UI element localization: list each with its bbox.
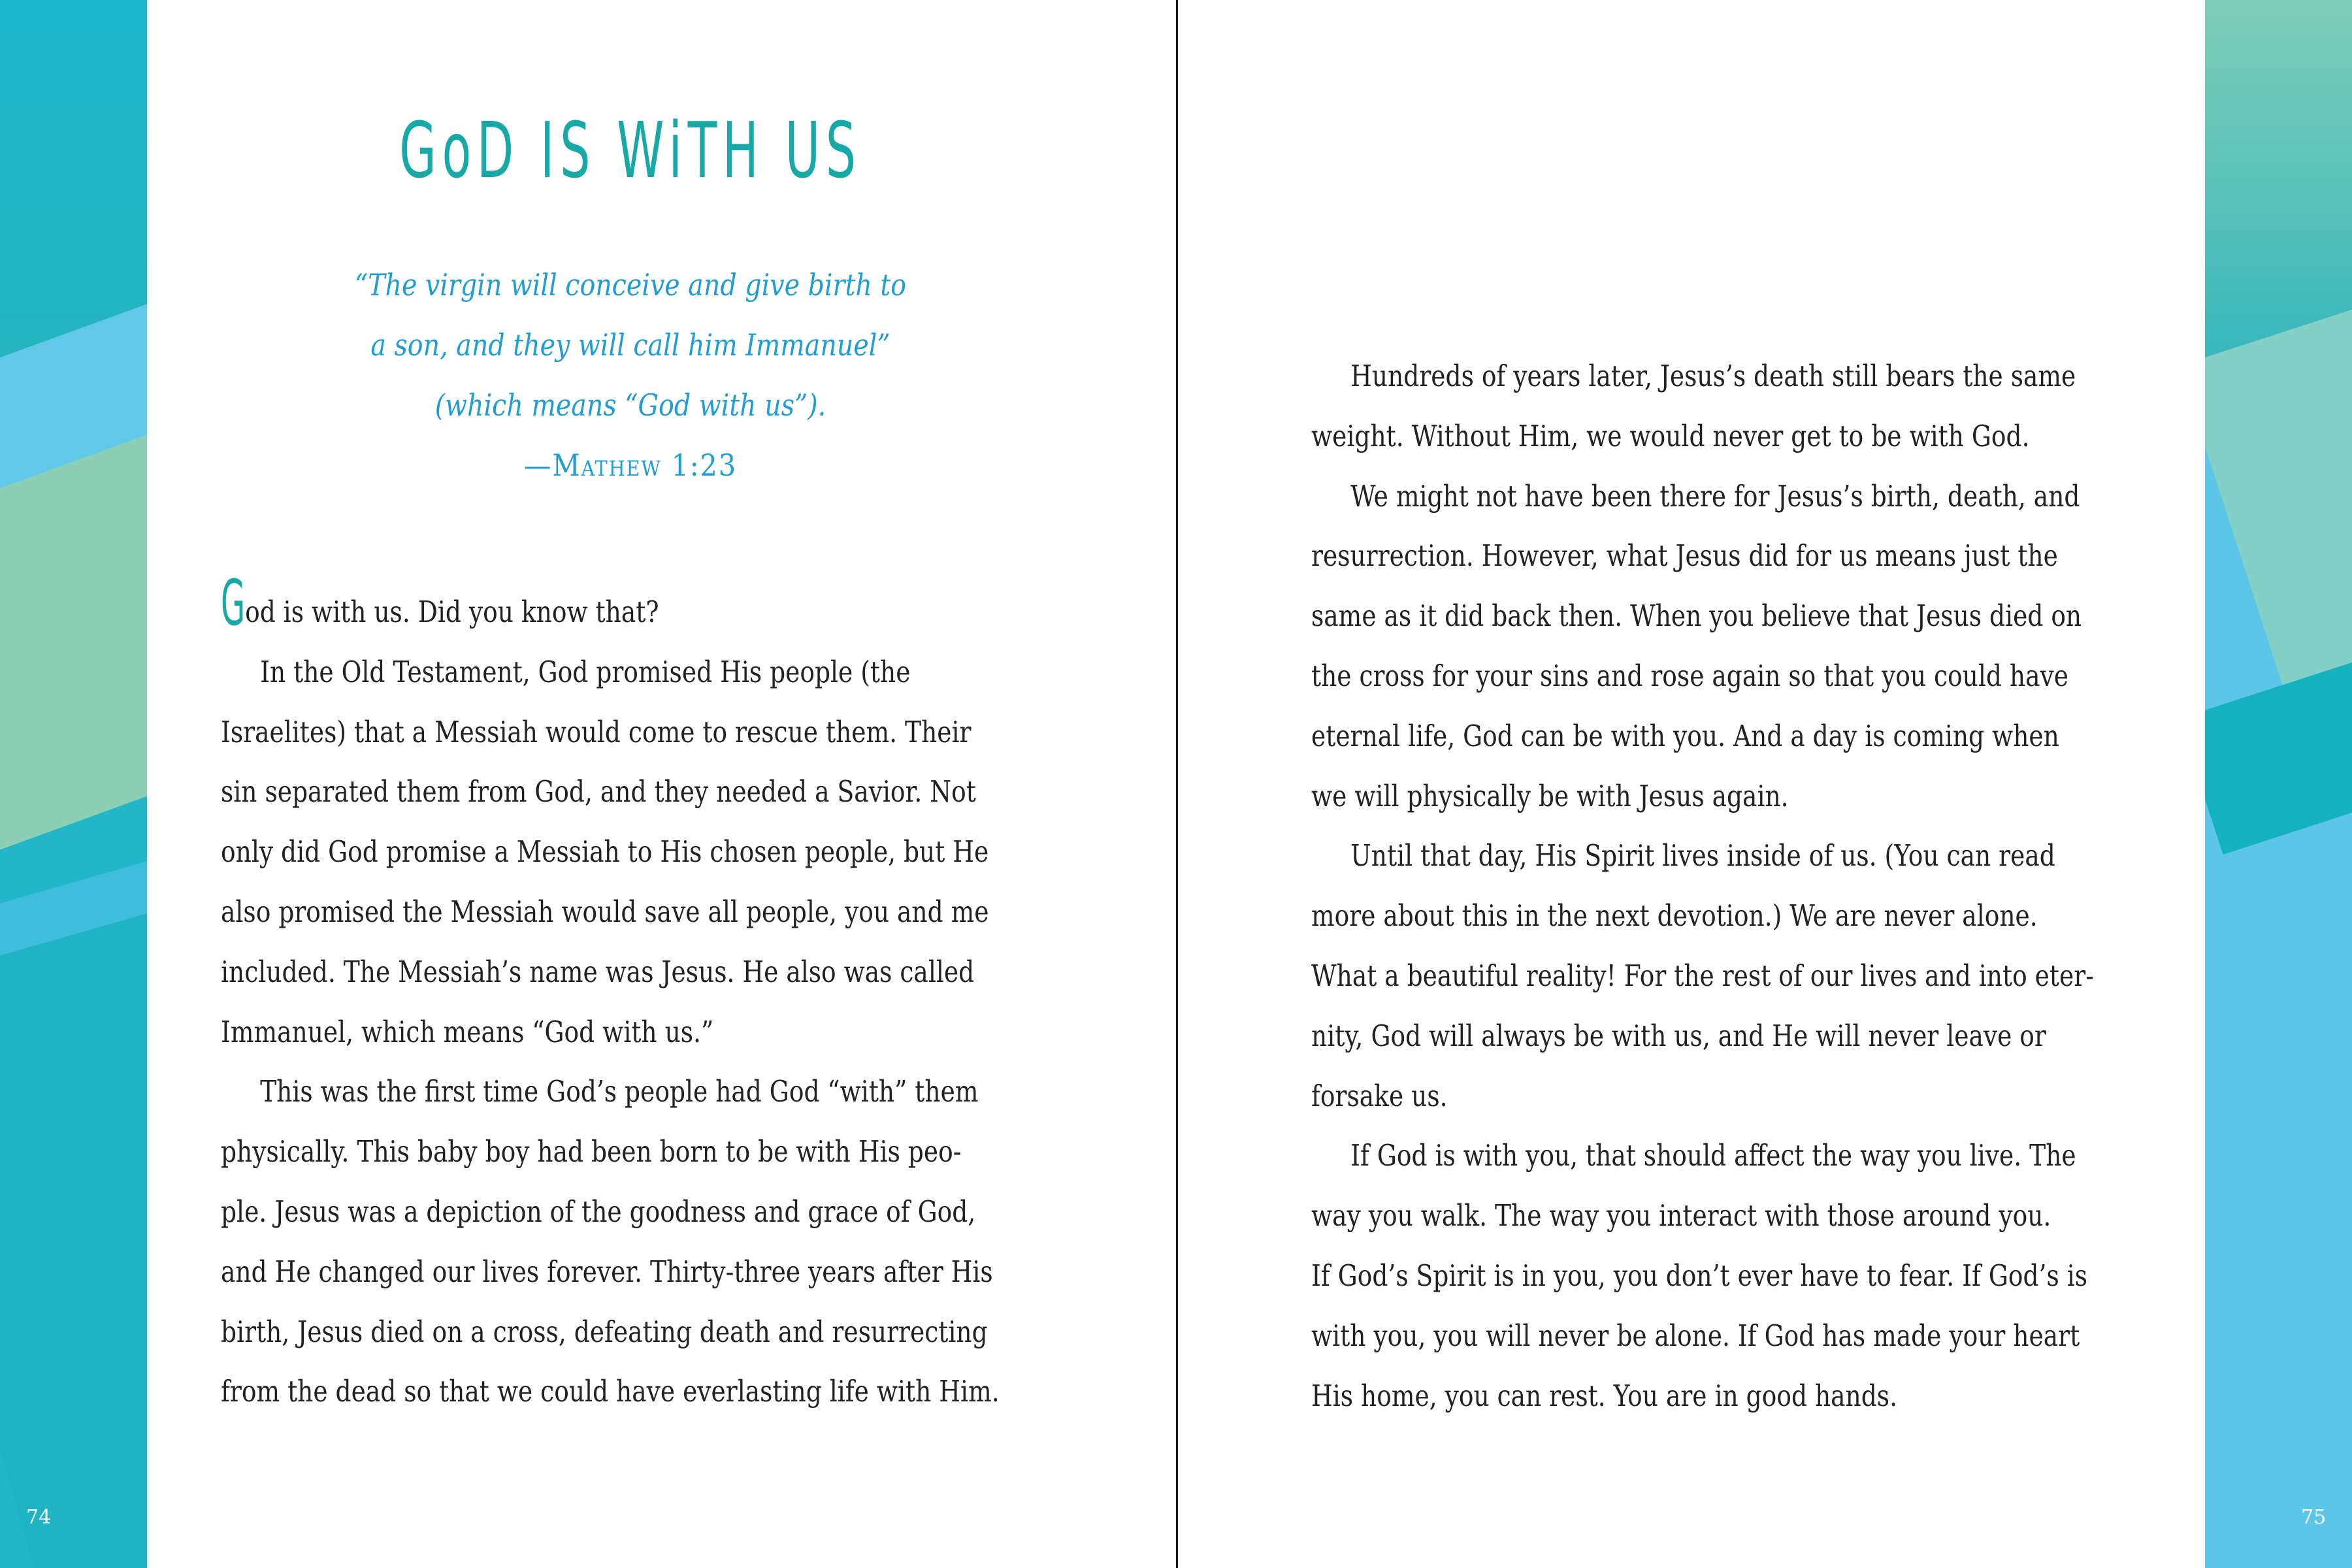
- body-line: with you, you will never be alone. If God has made your heart: [1311, 1318, 2080, 1353]
- body-line: the cross for your sins and rose again so that you could have: [1311, 658, 2068, 693]
- body-line: from the dead so that we could have everlasting life with Him.: [221, 1374, 1000, 1409]
- body-line: birth, Jesus died on a cross, defeating death and resurrecting: [221, 1314, 988, 1349]
- page-number-right: 75: [2301, 1506, 2327, 1529]
- quote-line: a son, and they will call him Immanuel”: [370, 327, 890, 363]
- body-line: We might not have been there for Jesus’s birth, death, and: [1350, 478, 2080, 514]
- body-line: only did God promise a Messiah to His chosen people, but He: [221, 834, 989, 870]
- body-line: What a beautiful reality! For the rest of our lives and into eter-: [1311, 958, 2094, 993]
- body-line: sin separated them from God, and they needed a Savior. Not: [221, 774, 976, 809]
- body-line: In the Old Testament, God promised His people (the: [260, 654, 911, 689]
- body-line: His home, you can rest. You are in good hands.: [1311, 1378, 1898, 1413]
- body-line: Until that day, His Spirit lives inside of us. (You can read: [1350, 838, 2055, 874]
- drop-cap: G: [221, 566, 246, 640]
- quote-attribution: —Mathew 1:23: [524, 448, 737, 483]
- quote-line: (which means “God with us”).: [434, 387, 826, 423]
- left-decorative-strip: [0, 0, 147, 1568]
- body-line: and He changed our lives forever. Thirty-three years after His: [221, 1254, 993, 1289]
- body-line: more about this in the next devotion.) We are never alone.: [1311, 898, 2038, 934]
- body-line: resurrection. However, what Jesus did for us means just the: [1311, 538, 2058, 574]
- body-line: Hundreds of years later, Jesus’s death still bears the same: [1350, 359, 2076, 393]
- body-line-text: od is with us. Did you know that?: [245, 595, 659, 629]
- quote-line: “The virgin will conceive and give birth to: [354, 267, 907, 302]
- body-line: forsake us.: [1311, 1078, 1448, 1113]
- body-line: ple. Jesus was a depiction of the goodness and grace of God,: [221, 1194, 976, 1229]
- body-line: If God’s Spirit is in you, you don’t ever have to fear. If God’s is: [1311, 1258, 2088, 1293]
- body-line: we will physically be with Jesus again.: [1311, 778, 1789, 813]
- body-line: nity, God will always be with us, and He will never leave or: [1311, 1018, 2046, 1053]
- body-line: This was the first time God’s people had God “with” them: [260, 1074, 979, 1109]
- left-body-text: [221, 566, 1040, 1422]
- body-line: If God is with you, that should affect the way you live. The: [1350, 1138, 2076, 1173]
- right-decorative-strip: [2205, 0, 2352, 1568]
- body-line: weight. Without Him, we would never get to be with God.: [1311, 418, 2030, 453]
- spine-gutter-line: [1176, 0, 1178, 1568]
- right-body-text: [1311, 346, 2131, 1426]
- body-line: [221, 566, 1042, 642]
- strip-band-teal-bottom: [0, 867, 147, 1568]
- strip-band-sky: [2205, 788, 2352, 1568]
- page-number-left: 74: [26, 1506, 52, 1529]
- body-line: Immanuel, which means “God with us.”: [221, 1014, 714, 1049]
- scripture-quote: [221, 255, 1040, 495]
- body-line: eternal life, God can be with you. And a day is coming when: [1311, 718, 2059, 753]
- body-line: physically. This baby boy had been born to be with His peo-: [221, 1134, 962, 1169]
- body-line: same as it did back then. When you believe that Jesus died on: [1311, 598, 2082, 634]
- body-line: Israelites) that a Messiah would come to rescue them. Their: [221, 714, 972, 749]
- devotion-title: GoD IS WiTH US: [399, 105, 862, 195]
- body-line: included. The Messiah’s name was Jesus. He also was called: [221, 954, 975, 989]
- body-line: also promised the Messiah would save all people, you and me: [221, 894, 989, 929]
- body-line: way you walk. The way you interact with those around you.: [1311, 1198, 2051, 1233]
